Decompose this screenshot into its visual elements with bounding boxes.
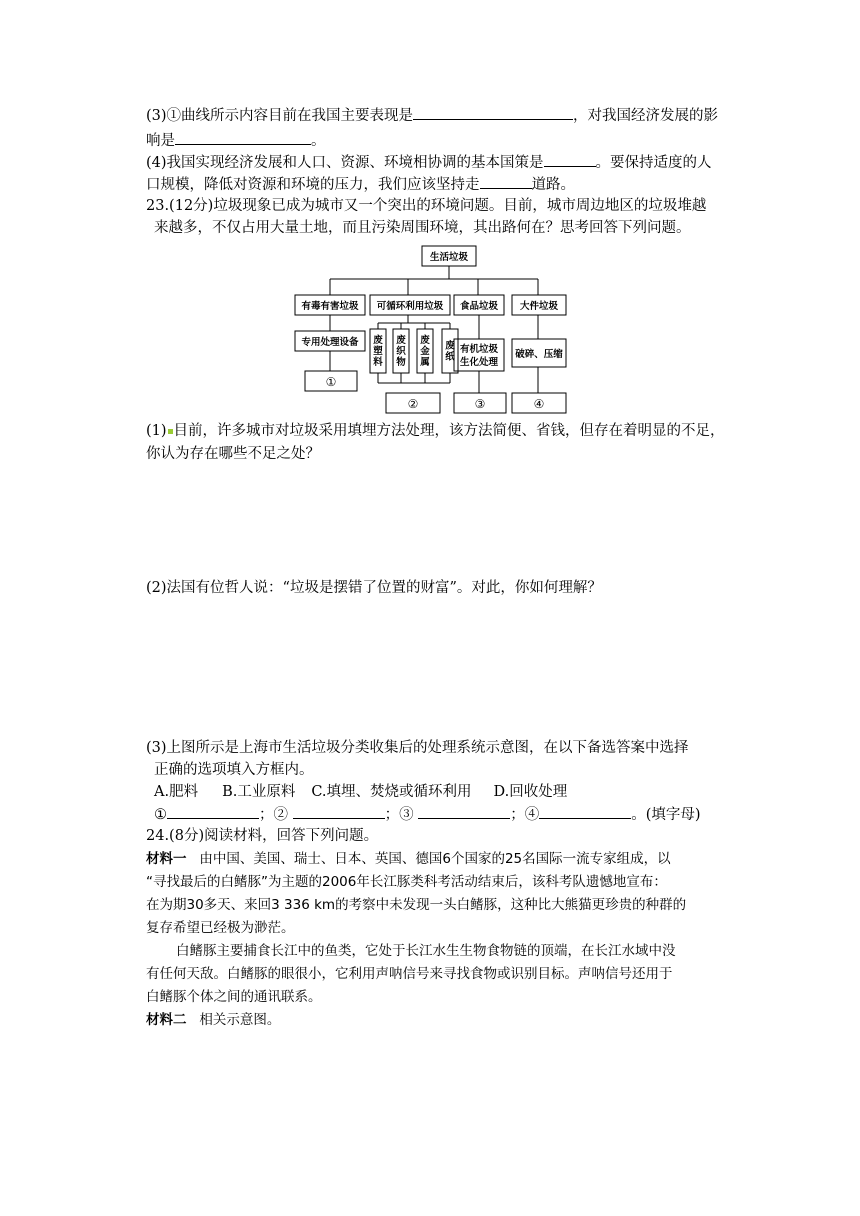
diagram-sub2-char: 物 (396, 357, 406, 368)
diagram-cat4-label: 大件垃圾 (519, 301, 559, 312)
q23-sub3-line1: (3)上图所示是上海市生活垃圾分类收集后的处理系统示意图，在以下备选答案中选择 (146, 740, 689, 756)
q23-options (154, 782, 567, 802)
diagram-sub2-char: 金 (420, 346, 430, 357)
q24-material1-line7: 白鳍豚个体之间的通讯联系。 (146, 989, 322, 1005)
q22-p4-text-a: (4)我国实现经济发展和人口、资源、环境相协调的基本国策是 (146, 155, 544, 171)
diagram-sub4-label: 破碎、压缩 (515, 349, 563, 360)
q23-fill-line (154, 804, 701, 825)
fill-n4: ；④ (510, 807, 540, 823)
q24-material1-line1 (146, 849, 671, 869)
q23-sub3-line2: 正确的选项填入方框内。 (154, 762, 314, 778)
q22-p3-text-b: ，对我国经济发展的影 (573, 108, 719, 124)
diagram-sub2-char: 废 (445, 340, 455, 352)
diagram-cat3-label: 食品垃圾 (459, 301, 499, 312)
fill-n2: ；② (259, 807, 288, 823)
diagram-blank3-label: ③ (474, 397, 486, 411)
q22-part4-line1 (146, 152, 712, 173)
q23-sub1-line2: 你认为存在哪些不足之处？ (146, 446, 320, 462)
option-c: C.填埋、焚烧或循环利用 (311, 784, 472, 800)
fill-n1: ① (154, 807, 167, 823)
q23-intro-line1: 23.(12分)垃圾现象已成为城市又一个突出的环境问题。目前，城市周边地区的垃圾堆越 (146, 198, 707, 214)
q22-p3-text-c: 响是 (146, 133, 175, 149)
material2-text: 相关示意图。 (199, 1012, 281, 1028)
answer-blank[interactable] (480, 174, 532, 189)
fill-n3: ；③ (384, 807, 414, 823)
answer-blank[interactable] (544, 152, 596, 167)
q24-material1-line6: 有任何天敌。白鳍豚的眼很小，它利用声呐信号来寻找食物或识别目标。声呐信号还用于 (146, 966, 673, 982)
diagram-sub2-char: 织 (396, 346, 406, 357)
q23-sub1-line1 (146, 421, 725, 441)
diagram-blank1-label: ① (325, 375, 337, 389)
diagram-root-label: 生活垃圾 (429, 252, 469, 263)
diagram-sub2-char: 废 (396, 335, 406, 346)
answer-blank-4[interactable] (539, 804, 631, 819)
diagram-blank2-label: ② (407, 397, 419, 411)
material1-text-1: 由中国、美国、瑞士、日本、英国、德国6个国家的25名国际一流专家组成，以 (199, 851, 671, 867)
diagram-blank4-label: ④ (533, 397, 545, 411)
q23-sub1-number: (1) (146, 423, 167, 439)
q24-material1-line4: 复存希望已经极为渺茫。 (146, 920, 295, 936)
q22-p3-text-d: 。 (311, 133, 326, 149)
fill-end: 。(填字母) (631, 807, 701, 823)
edit-marker-icon (168, 429, 173, 434)
q22-part3-line1 (146, 105, 718, 126)
material2-label: 材料二 (146, 1012, 187, 1028)
answer-blank-1[interactable] (167, 804, 259, 819)
diagram-sub2-char: 料 (373, 357, 383, 368)
answer-blank-2[interactable] (293, 804, 385, 819)
material1-label: 材料一 (146, 851, 187, 867)
diagram-cat1-label: 有毒有害垃圾 (301, 301, 359, 312)
diagram-sub1-label: 专用处理设备 (301, 337, 359, 348)
diagram-sub3-line1: 有机垃圾 (459, 344, 499, 355)
q24-material1-line5: 白鳍豚主要捕食长江中的鱼类，它处于长江水生生物食物链的顶端，在长江水域中没 (176, 943, 676, 959)
waste-classification-diagram (290, 243, 580, 415)
option-b: B.工业原料 (222, 784, 296, 800)
q23-sub1-text: 目前，许多城市对垃圾采用填埋方法处理，该方法简便、省钱，但存在着明显的不足， (173, 423, 725, 439)
q24-material2 (146, 1010, 280, 1030)
answer-blank[interactable] (413, 105, 573, 120)
diagram-sub3-line2: 生化处理 (459, 357, 499, 368)
q22-part4-line2 (146, 174, 575, 195)
diagram-sub2-char: 塑 (373, 346, 383, 357)
diagram-sub2-char: 属 (420, 357, 430, 368)
q24-material1-line3: 在为期30多天、来回3 336 km的考察中未发现一头白鳍豚，这种比大熊猫更珍贵的种群的 (146, 897, 687, 913)
option-a: A.肥料 (154, 784, 199, 800)
option-d: D.回收处理 (493, 784, 568, 800)
diagram-cat2-label: 可循环利用垃圾 (376, 301, 444, 312)
q24-material1-line2: “寻找最后的白鳍豚”为主题的2006年长江豚类科考活动结束后，该科考队遗憾地宣布： (146, 874, 667, 890)
q24-intro: 24.(8分)阅读材料，回答下列问题。 (146, 828, 379, 844)
diagram-sub2-char: 废 (420, 335, 430, 346)
q23-intro-line2: 来越多，不仅占用大量土地，而且污染周围环境，其出路何在？思考回答下列问题。 (154, 220, 691, 236)
diagram-sub2-char: 纸 (445, 351, 455, 363)
q23-sub2: (2)法国有位哲人说：“垃圾是摆错了位置的财富”。对此，你如何理解？ (146, 580, 602, 596)
answer-blank[interactable] (175, 130, 311, 145)
diagram-sub2-char: 废 (373, 335, 383, 346)
q22-p4-text-c: 口规模，降低对资源和环境的压力，我们应该坚持走 (146, 177, 480, 193)
q22-p4-text-b: 。要保持适度的人 (595, 155, 712, 171)
q22-p3-text-a: (3)①曲线所示内容目前在我国主要表现是 (146, 108, 414, 124)
q22-p4-text-d: 道路。 (531, 177, 575, 193)
answer-blank-3[interactable] (418, 804, 510, 819)
q22-part3-line2 (146, 130, 326, 151)
